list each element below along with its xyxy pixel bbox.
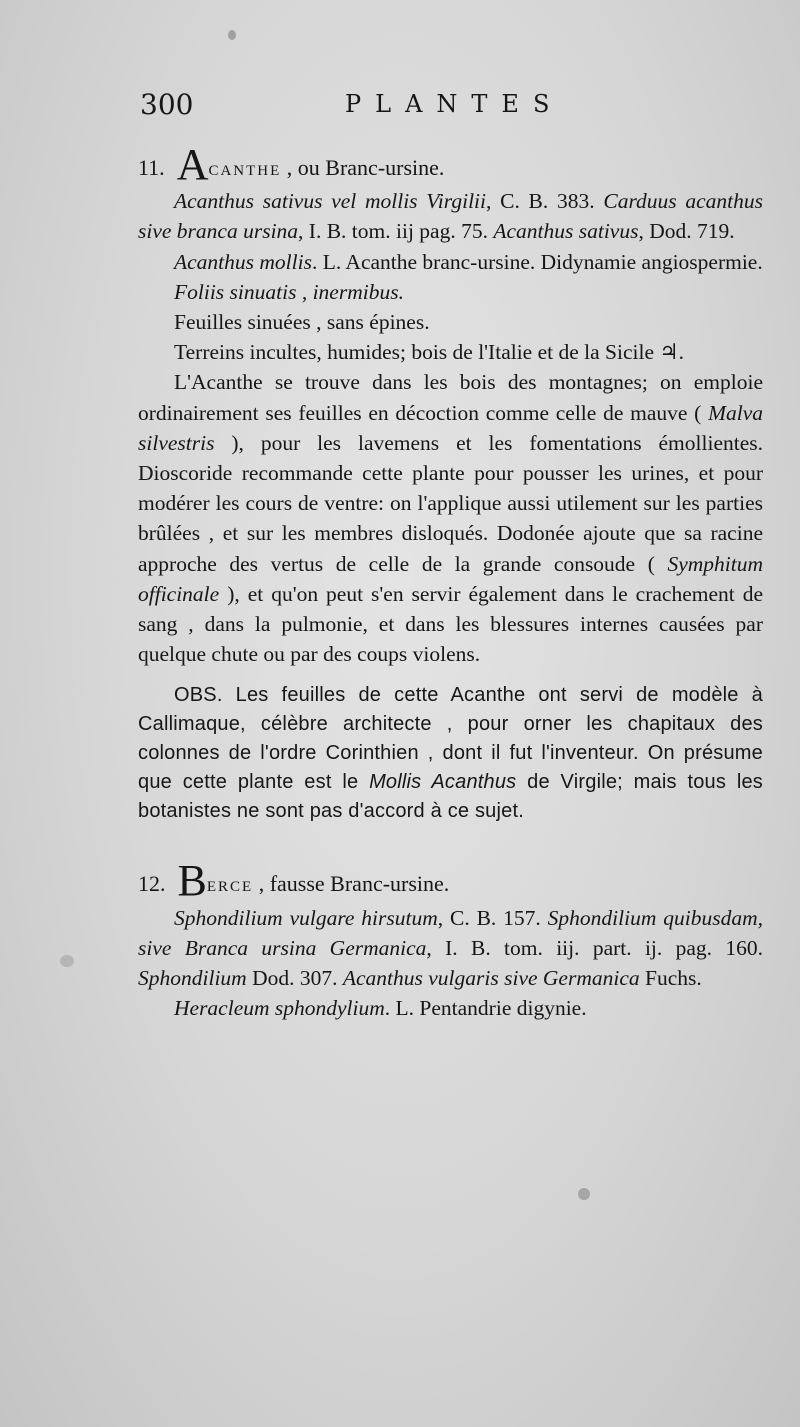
entry-name: CANTHE: [208, 163, 282, 179]
reference: , I. B. tom. iij pag. 75.: [298, 219, 488, 244]
drop-letter: A: [176, 140, 209, 189]
linnaean-paragraph: [138, 993, 763, 1023]
reference: Dod. 307.: [252, 966, 338, 991]
page-text: [138, 140, 764, 1023]
ink-smudge: [228, 30, 236, 40]
linnaean-paragraph: [138, 247, 763, 277]
drop-letter: B: [177, 856, 207, 906]
latin-synonym: Acanthus sativus vel mollis Virgilii: [174, 189, 486, 214]
latin-synonym: Acanthus sativus: [493, 219, 639, 244]
reference: , I. B. tom. iij. part. ij. pag. 160.: [426, 935, 763, 960]
latin-synonym: Sphondilium quibusdam, sive Branca ursina Germanica: [138, 905, 763, 960]
entry-name: ERCE: [206, 879, 254, 896]
latin-synonym: Acanthus mollis: [174, 249, 312, 274]
entry-number: 11.: [138, 155, 165, 180]
latin-description: Foliis sinuatis , inermibus.: [174, 279, 404, 304]
entry-11-heading: [138, 140, 763, 189]
reference: , Dod. 719.: [638, 219, 735, 244]
observation-paragraph: OBS. Les feuilles de cette Acanthe ont servi de modèle à Callimaque, célèbre architecte , pour orner les chapitaux des colonnes de l'ordre Corinthien , dont il fut l'inventeur. On présume que cette plante est le Mollis Acanthus de Virgile; mais tous les botanistes ne sont pas d'accord à ce sujet.: [138, 684, 763, 823]
synonym-paragraph: [138, 186, 763, 246]
reference: Fuchs.: [645, 966, 702, 991]
page-header: [140, 88, 610, 128]
habitat-paragraph: Terreins incultes, humides; bois de l'Italie et de la Sicile ♃.: [174, 340, 685, 365]
ink-smudge: [578, 1188, 590, 1200]
reference: , C. B. 383.: [486, 189, 595, 214]
reference: . L. Pentandrie digynie.: [384, 996, 587, 1021]
entry-name-tail: , fausse Branc-ursine.: [258, 871, 450, 897]
latin-name: Malva silvestris: [138, 400, 764, 455]
latin-synonym: Acanthus vulgaris sive Germanica: [342, 966, 640, 991]
entry-12-heading: [138, 856, 763, 906]
french-description: Feuilles sinuées , sans épines.: [174, 310, 430, 335]
running-title: PLANTES: [345, 90, 564, 118]
reference: , C. B. 157.: [437, 905, 541, 930]
synonym-paragraph: [138, 903, 763, 994]
latin-synonym: Sphondilium: [138, 966, 247, 991]
reference: . L. Acanthe branc-ursine. Didynamie angiospermie.: [311, 249, 763, 274]
entry-name-tail: , ou Branc-ursine.: [286, 155, 445, 180]
section-gap: [138, 826, 763, 866]
latin-synonym: Heracleum sphondylium: [174, 996, 385, 1021]
latin-synonym: Carduus acanthus sive branca ursina: [138, 189, 763, 244]
ink-smudge: [60, 955, 74, 967]
latin-name: Symphitum officinale: [138, 551, 763, 606]
latin-synonym: Sphondilium vulgare hirsutum: [174, 905, 438, 930]
latin-name: Mollis Acanthus: [369, 771, 517, 794]
page-number: 300: [140, 88, 194, 121]
entry-number: 12.: [138, 871, 166, 897]
body-paragraph: L'Acanthe se trouve dans les bois des montagnes; on emploie ordinairement ses feuilles en décoction comme celle de mauve ( Malva silvestris ), pour les lavemens et les fomentations émollientes. Dioscoride recommande cette plante pour pousser les urines, et pour modérer les cours de ventre: on l'applique aussi utilement sur les parties brûlées , et sur les membres disloqués. Dodonée ajoute que sa racine approche des vertus de celle de la grande consoude ( Symphitum officinale ), et qu'on peut s'en servir également dans le crachement de sang , dans la pulmonie, et dans les blessures internes causées par quelque chute ou par des coups violens.: [138, 370, 764, 667]
